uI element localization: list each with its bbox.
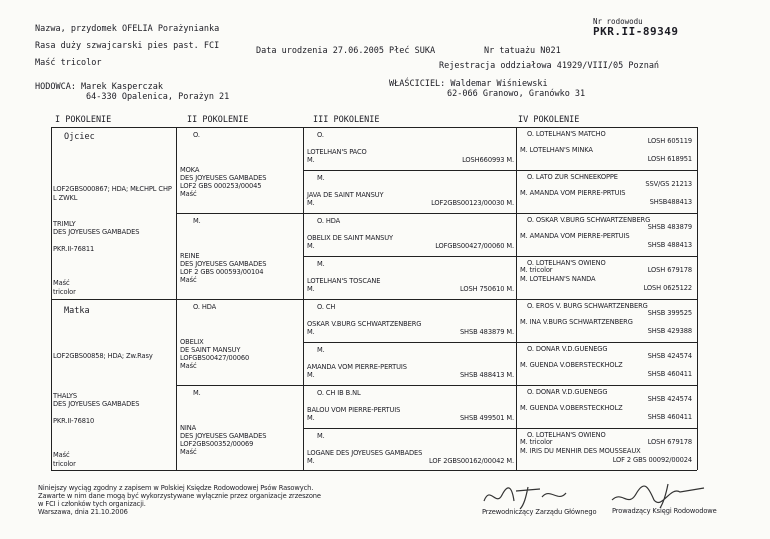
gen2-kennel: DES JOYEUSES GAMBADES [180, 173, 267, 182]
gen4-sire-reg: SSV/GS 21213 [645, 179, 692, 188]
gen2-name: OBELIX [180, 337, 204, 346]
grid-line [303, 428, 516, 429]
gen4-sire-reg: SHSB 399525 [647, 308, 692, 317]
father-name: TRIMLY [53, 219, 76, 228]
gen3-parent-code: O. [317, 130, 324, 139]
gen4-dam: M. IRIS DU MENHIR DES MOUSSEAUX [520, 446, 641, 455]
gen3-m: M. [307, 284, 315, 293]
grid-line [516, 342, 697, 343]
color: Maść tricolor [35, 58, 102, 68]
mother-reg: PKR.II-76810 [53, 416, 95, 425]
father-reg: PKR.II-76811 [53, 244, 95, 253]
grid-line [303, 299, 516, 300]
grid-line [51, 127, 697, 128]
grid-line [516, 170, 697, 171]
gen3-name: LOGANE DES JOYEUSES GAMBADES [307, 448, 423, 457]
gen3-name: OSKAR V.BURG SCHWARTZENBERG [307, 319, 422, 328]
gen2-color: Maść [180, 447, 197, 456]
gen2-parent-code: M. [193, 388, 201, 397]
gen3-parent-code: M. [317, 345, 325, 354]
mother-label: Matka [64, 306, 90, 316]
gen2-parent-code: O. HDA [193, 302, 217, 311]
footer-line4: Warszawa, dnia 21.10.2006 [38, 507, 128, 516]
father-titles-2: L ZWKL [53, 193, 78, 202]
grid-line [303, 170, 516, 171]
father-titles: LOF2GBS000867; HDA; MŁCHPL CHP [53, 184, 172, 193]
grid-line [176, 385, 303, 386]
gen4-dam-reg: SHSB 488413 [647, 240, 692, 249]
gen3-name: LOTELHAN'S PACO [307, 147, 367, 156]
gen4-dam-reg: SHSB 429388 [647, 326, 692, 335]
gen4-dam-reg: SHSB488413 [649, 197, 692, 206]
gen3-name: JAVA DE SAINT MANSUY [307, 190, 384, 199]
gen4-dam: M. LOTELHAN'S NANDA [520, 274, 596, 283]
gen2-reg: LOFGBS00427/00060 [180, 353, 250, 362]
gen3-parent-code: M. [317, 173, 325, 182]
gen4-dam: M. AMANDA VOM PIERRE-PRTUIS [520, 188, 626, 197]
gen2-kennel: DE SAINT MANSUY [180, 345, 241, 354]
gen3-reg: LOF 2GBS00162/00042 M. [429, 456, 514, 465]
gen3-m: M. [307, 241, 315, 250]
gen4-dam: M. INA V.BURG SCHWARTZENBERG [520, 317, 633, 326]
grid-line [697, 127, 698, 470]
gen2-parent-code: M. [193, 216, 201, 225]
gen4-dam: M. AMANDA VOM PIERRE-PERTUIS [520, 231, 630, 240]
gen4-dam: M. GUENDA V.OBERSTECKHOLZ [520, 403, 623, 412]
gen4-sire: O. DONAR V.D.GUENEGG [527, 344, 608, 353]
mother-name: THALYS [53, 391, 78, 400]
owner-line2: 62-066 Granowo, Granówko 31 [447, 89, 586, 99]
gen3-m: M. [307, 456, 315, 465]
gen3-reg: LOSH660993 M. [462, 155, 514, 164]
mother-name-2: DES JOYEUSES GAMBADES [53, 399, 140, 408]
gen3-m: M. [307, 327, 315, 336]
gen3-parent-code: O. CH [317, 302, 336, 311]
grid-line [176, 299, 303, 300]
gen4-sire-reg: SHSB 424574 [647, 394, 692, 403]
gen4-sire-color: M. tricolor [520, 437, 553, 446]
gen4-dam: M. GUENDA V.OBERSTECKHOLZ [520, 360, 623, 369]
gen4-dam: M. LOTELHAN'S MINKA [520, 145, 593, 154]
gen3-reg: LOSH 750610 M. [460, 284, 514, 293]
gen4-dam-reg: SHSB 460411 [647, 369, 692, 378]
gen3-m: M. [307, 413, 315, 422]
reg-no-label: Nr rodowodu [593, 17, 643, 26]
gen4-dam-reg: SHSB 460411 [647, 412, 692, 421]
tattoo: Nr tatuażu N021 [484, 46, 561, 56]
birth-date: Data urodzenia 27.06.2005 [256, 46, 384, 56]
dog-name: Nazwa, przydomek OFELIA Porażynianka [35, 24, 220, 34]
gen4-dam-reg: LOSH 0625122 [643, 283, 692, 292]
gen4-sire: O. OSKAR V.BURG SCHWARTZENBERG [527, 215, 651, 224]
gen2-color: Maść [180, 189, 197, 198]
gen2-color: Maść [180, 361, 197, 370]
gen3-reg: LOF2GBS00123/00030 M. [431, 198, 514, 207]
gen4-sire-color: M. tricolor [520, 265, 553, 274]
branch-registration: Rejestracja oddziałowa 41929/VIII/05 Poznań [439, 61, 660, 71]
breeder-line1: HODOWCA: Marek Kasperczak [35, 82, 163, 92]
reg-no: PKR.II-89349 [593, 25, 679, 38]
grid-line [176, 213, 303, 214]
father-name-2: DES JOYEUSES GAMBADES [53, 227, 140, 236]
gen4-sire: O. LATO ZUR SCHNEEKOPPE [527, 172, 618, 181]
footer-line1: Niniejszy wyciąg zgodny z zapisem w Polskiej Księdze Rodowodowej Psów Rasowych. [38, 483, 314, 492]
gen3-name: AMANDA VOM PIERRE-PERTUIS [307, 362, 407, 371]
gen4-sire: O. LOTELHAN'S MATCHO [527, 129, 606, 138]
father-color-label: Maść [53, 278, 70, 287]
gen2-reg: LOF2 GBS 000253/00045 [180, 181, 262, 190]
gen2-kennel: DES JOYEUSES GAMBADES [180, 259, 267, 268]
gen3-reg: SHSB 488413 M. [459, 370, 514, 379]
grid-line [303, 342, 516, 343]
grid-line [516, 428, 697, 429]
gen4-sire: O. DONAR V.D.GUENEGG [527, 387, 608, 396]
gen3-reg: LOFGBS00427/00060 M. [435, 241, 514, 250]
gen2-reg: LOF2GBS00352/00069 [180, 439, 254, 448]
gen4-sire: O. LOTELHAN'S OWIENO [527, 258, 606, 267]
gen3-name: LOTELHAN'S TOSCANE [307, 276, 381, 285]
footer-line3: w FCI i członków tych organizacji. [38, 499, 146, 508]
gen2-name: REINE [180, 251, 200, 260]
grid-line [516, 213, 697, 214]
gen3-name: OBELIX DE SAINT MANSUY [307, 233, 393, 242]
gen3-parent-code: M. [317, 259, 325, 268]
gen4-dam-reg: LOF 2 GBS 00092/00024 [612, 455, 692, 464]
gen3-parent-code: O. HDA [317, 216, 341, 225]
grid-line [516, 256, 697, 257]
mother-titles: LOF2GBS00858; HDA; Zw.Rasy [53, 351, 153, 360]
gen3-reg: SHSB 483879 M. [459, 327, 514, 336]
gen3-m: M. [307, 155, 315, 164]
gen2-name: MOKA [180, 165, 200, 174]
gen2-parent-code: O. [193, 130, 200, 139]
gen2-kennel: DES JOYEUSES GAMBADES [180, 431, 267, 440]
footer-line2: Zawarte w nim dane mogą być wykorzystywane wyłącznie przez organizacje zrzeszone [38, 491, 321, 500]
grid-line [303, 385, 516, 386]
grid-line [51, 299, 176, 300]
gen2-name: NINA [180, 423, 197, 432]
gen4-sire: O. LOTELHAN'S OWIENO [527, 430, 606, 439]
owner-line1: WŁAŚCICIEL: Waldemar Wiśniewski [389, 79, 548, 89]
father-color: tricolor [53, 287, 76, 296]
chairman-caption: Przewodniczący Zarządu Głównego [482, 507, 597, 516]
father-label: Ojciec [64, 132, 95, 142]
header-gen2: II POKOLENIE [187, 115, 249, 125]
grid-line [516, 299, 697, 300]
gen4-sire-reg: LOSH 605119 [647, 136, 692, 145]
gen3-m: M. [307, 370, 315, 379]
mother-color: tricolor [53, 459, 76, 468]
gen3-name: BALOU VOM PIERRE-PERTUIS [307, 405, 401, 414]
gen2-reg: LOF 2 GBS 000593/00104 [180, 267, 264, 276]
header-gen4: IV POKOLENIE [518, 115, 580, 125]
gen3-parent-code: O. CH IB B.NL [317, 388, 361, 397]
breeder-line2: 64-330 Opalenica, Porażyn 21 [86, 92, 230, 102]
header-gen3: III POKOLENIE [313, 115, 380, 125]
gen3-reg: SHSB 499501 M. [459, 413, 514, 422]
breed: Rasa duży szwajcarski pies past. FCI [35, 41, 220, 51]
gen4-sire-reg: SHSB 483879 [647, 222, 692, 231]
registrar-caption: Prowadzący Księgi Rodowodowe [612, 506, 717, 515]
grid-line [516, 385, 697, 386]
gen4-sire-reg: SHSB 424574 [647, 351, 692, 360]
mother-color-label: Maść [53, 450, 70, 459]
header-gen1: I POKOLENIE [55, 115, 112, 125]
gen4-sire-reg: LOSH 679178 [647, 437, 692, 446]
gen3-parent-code: M. [317, 431, 325, 440]
gen3-m: M. [307, 198, 315, 207]
gen4-sire-reg: LOSH 679178 [647, 265, 692, 274]
grid-line [303, 213, 516, 214]
sex: Płeć SUKA [389, 46, 436, 56]
grid-line [303, 256, 516, 257]
gen4-dam-reg: LOSH 618951 [647, 154, 692, 163]
gen2-color: Maść [180, 275, 197, 284]
gen4-sire: O. EROS V. BURG SCHWARTZENBERG [527, 301, 648, 310]
grid-line [51, 470, 697, 471]
